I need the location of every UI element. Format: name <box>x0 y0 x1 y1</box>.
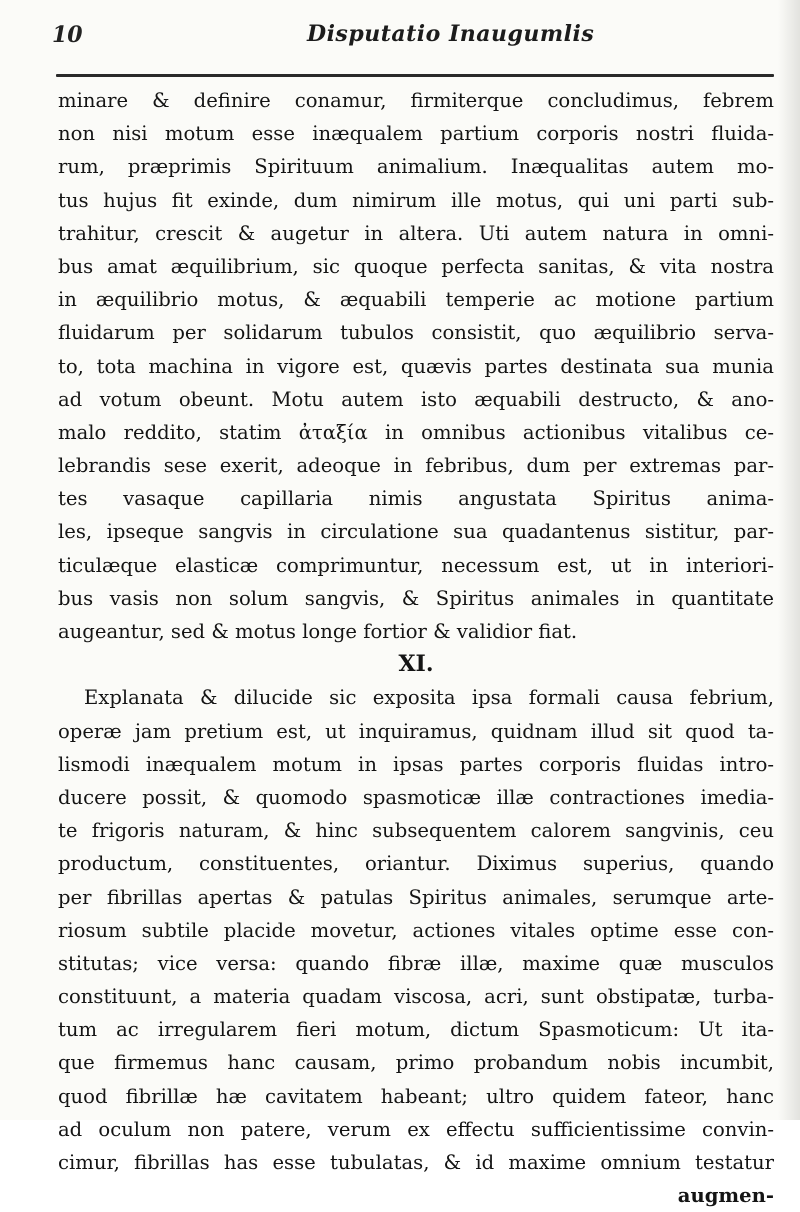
text-line: operæ jam pretium est, ut inquiramus, quidnam illud sit quod ta- <box>58 719 774 743</box>
text-line: riosum subtile placide movetur, actiones vitales optime esse con- <box>58 918 774 942</box>
page-header <box>52 4 777 84</box>
text-line: rum, præprimis Spirituum animalium. Inæqualitas autem mo- <box>58 155 774 179</box>
text-line: malo reddito, statim ἀταξία in omnibus actionibus vitalibus ce- <box>58 420 774 444</box>
text-line: lebrandis sese exerit, adeoque in febribus, dum per extremas par- <box>58 454 774 478</box>
text-line: quod fibrillæ hæ cavitatem habeant; ultro quidem fateor, hanc <box>58 1084 774 1108</box>
text-line: tum ac irregularem fieri motum, dictum Spasmoticum: Ut ita- <box>58 1018 774 1042</box>
text-line: te frigoris naturam, & hinc subsequentem calorem sangvinis, ceu <box>58 819 774 843</box>
text-line: augeantur, sed & motus longe fortior & validior fiat. <box>58 620 578 643</box>
text-line: non nisi motum esse inæqualem partium corporis nostri fluida- <box>58 122 774 146</box>
text-line: les, ipseque sangvis in circulatione sua quadantenus sistitur, par- <box>58 520 774 544</box>
text-line: in æquilibrio motus, & æquabili temperie ac motione partium <box>58 288 774 312</box>
text-line: to, tota machina in vigore est, quævis partes destinata sua munia <box>58 354 774 378</box>
text-line: ad oculum non patere, verum ex effectu sufficientissime convin- <box>58 1117 774 1141</box>
page-number: 10 <box>52 22 83 48</box>
text-line: cimur, fibrillas has esse tubulatas, & id maxime omnium testatur <box>58 1151 774 1174</box>
text-line: lismodi inæqualem motum in ipsas partes corporis fluidas intro- <box>58 752 774 776</box>
text-line: fluidarum per solidarum tubulos consistit, quo æquilibrio serva- <box>58 321 774 345</box>
text-line: productum, constituentes, oriantur. Diximus superius, quando <box>58 852 774 876</box>
text-line: minare & definire conamur, firmiterque concludimus, febrem <box>58 89 774 112</box>
text-line: que firmemus hanc causam, primo probandum nobis incumbit, <box>58 1051 774 1075</box>
running-title: Disputatio Inaugumlis <box>307 21 595 47</box>
section-number: XI. <box>398 651 434 678</box>
text-line: stitutas; vice versa: quando fibræ illæ, maxime quæ musculos <box>58 951 774 975</box>
text-line: ticulæque elasticæ comprimuntur, necessum est, ut in interiori- <box>58 553 774 577</box>
text-line: bus amat æquilibrium, sic quoque perfecta sanitas, & vita nostra <box>58 254 774 278</box>
text-line: Explanata & dilucide sic exposita ipsa formali causa febrium, <box>84 686 774 710</box>
header-rule <box>56 74 774 77</box>
text-line: trahitur, crescit & augetur in altera. Uti autem natura in omni- <box>58 221 774 245</box>
text-line: per fibrillas apertas & patulas Spiritus animales, serumque arte- <box>58 885 774 909</box>
main-text-block <box>58 84 774 1212</box>
text-line: ducere possit, & quomodo spasmoticæ illæ contractiones imedia- <box>58 785 774 809</box>
text-line: constituunt, a materia quadam viscosa, acri, sunt obstipatæ, turba- <box>58 985 774 1009</box>
page-edge-shadow <box>778 0 800 1120</box>
text-line: tes vasaque capillaria nimis angustata Spiritus anima- <box>58 487 774 511</box>
text-line: tus hujus fit exinde, dum nimirum ille motus, qui uni parti sub- <box>58 188 774 212</box>
text-line: ad votum obeunt. Motu autem isto æquabili destructo, & ano- <box>58 387 774 411</box>
catchword: augmen- <box>677 1184 774 1208</box>
text-line: bus vasis non solum sangvis, & Spiritus animales in quantitate <box>58 586 774 610</box>
